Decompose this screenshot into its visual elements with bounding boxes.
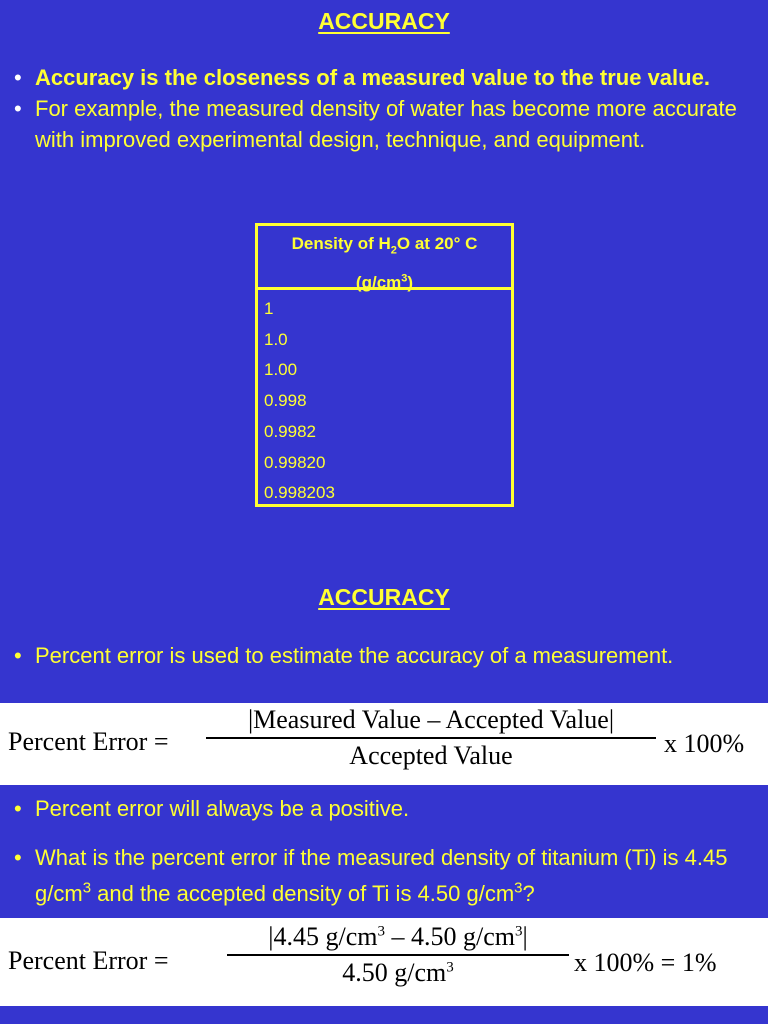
formula-fraction	[227, 922, 569, 988]
bullet-question	[14, 842, 759, 909]
bullet-example	[14, 93, 759, 155]
bullet-dot-icon: •	[14, 643, 22, 668]
percent-error-text: Percent error is used to estimate the accuracy of a measurement.	[35, 643, 674, 668]
example-text: For example, the measured density of water has become more accurate with improved experimental design, technique, and equipment.	[35, 96, 737, 152]
table-row: 1.0	[264, 329, 288, 349]
density-table-body	[258, 290, 511, 509]
question-text: What is the percent error if the measured density of titanium (Ti) is 4.45 $g/cm^3$ and the accepted density of Ti is 4.50 $g/cm^3$?	[35, 845, 728, 907]
table-row: 0.9982	[264, 421, 316, 441]
table-row: 0.998203	[264, 483, 335, 503]
bullet-dot-icon: •	[14, 65, 22, 90]
density-table	[255, 223, 514, 507]
positive-text: Percent error will always be a positive.	[35, 796, 410, 821]
question-bullet-list	[14, 793, 759, 909]
formula-lhs: Percent Error =	[8, 946, 169, 975]
formula-numerator: |4.45 $g/cm^3 - 4.50$ $g/cm^3|$	[268, 922, 528, 951]
bullet-definition	[14, 62, 759, 93]
formula-fraction	[206, 705, 656, 771]
density-table-header	[258, 226, 511, 293]
header-text: Density of $H_2O$ at 20° C	[291, 234, 478, 257]
table-row: 0.99820	[264, 452, 326, 472]
intro-bullet-list	[14, 62, 759, 155]
bullet-positive	[14, 793, 759, 824]
percent-error-formula	[0, 703, 768, 785]
titanium-percent-error-formula	[0, 918, 768, 1006]
bullet-dot-icon: •	[14, 796, 22, 821]
formula-denominator: Accepted Value	[349, 741, 513, 770]
section-title-accuracy-2: ACCURACY	[318, 584, 450, 610]
formula-denominator: 4.50 $g/cm^3$	[342, 958, 454, 987]
section-title-accuracy: ACCURACY	[318, 8, 450, 34]
table-row: 0.998	[264, 391, 307, 411]
formula-lhs: Percent Error =	[8, 727, 169, 756]
formula-rhs: x 100%	[664, 729, 745, 758]
bullet-percent-error	[14, 640, 759, 671]
header-unit: $(g/cm^3)$	[355, 272, 414, 293]
definition-text: Accuracy is the closeness of a measured value to the true value.	[35, 65, 710, 90]
table-row: 1	[264, 299, 274, 318]
percent-error-bullet-list	[14, 640, 759, 671]
bullet-dot-icon: •	[14, 845, 22, 870]
formula-rhs: x 100% = 1%	[574, 948, 717, 977]
table-row: 1.00	[264, 360, 298, 380]
formula-numerator: |Measured Value – Accepted Value|	[247, 705, 615, 734]
bullet-dot-icon: •	[14, 96, 22, 121]
